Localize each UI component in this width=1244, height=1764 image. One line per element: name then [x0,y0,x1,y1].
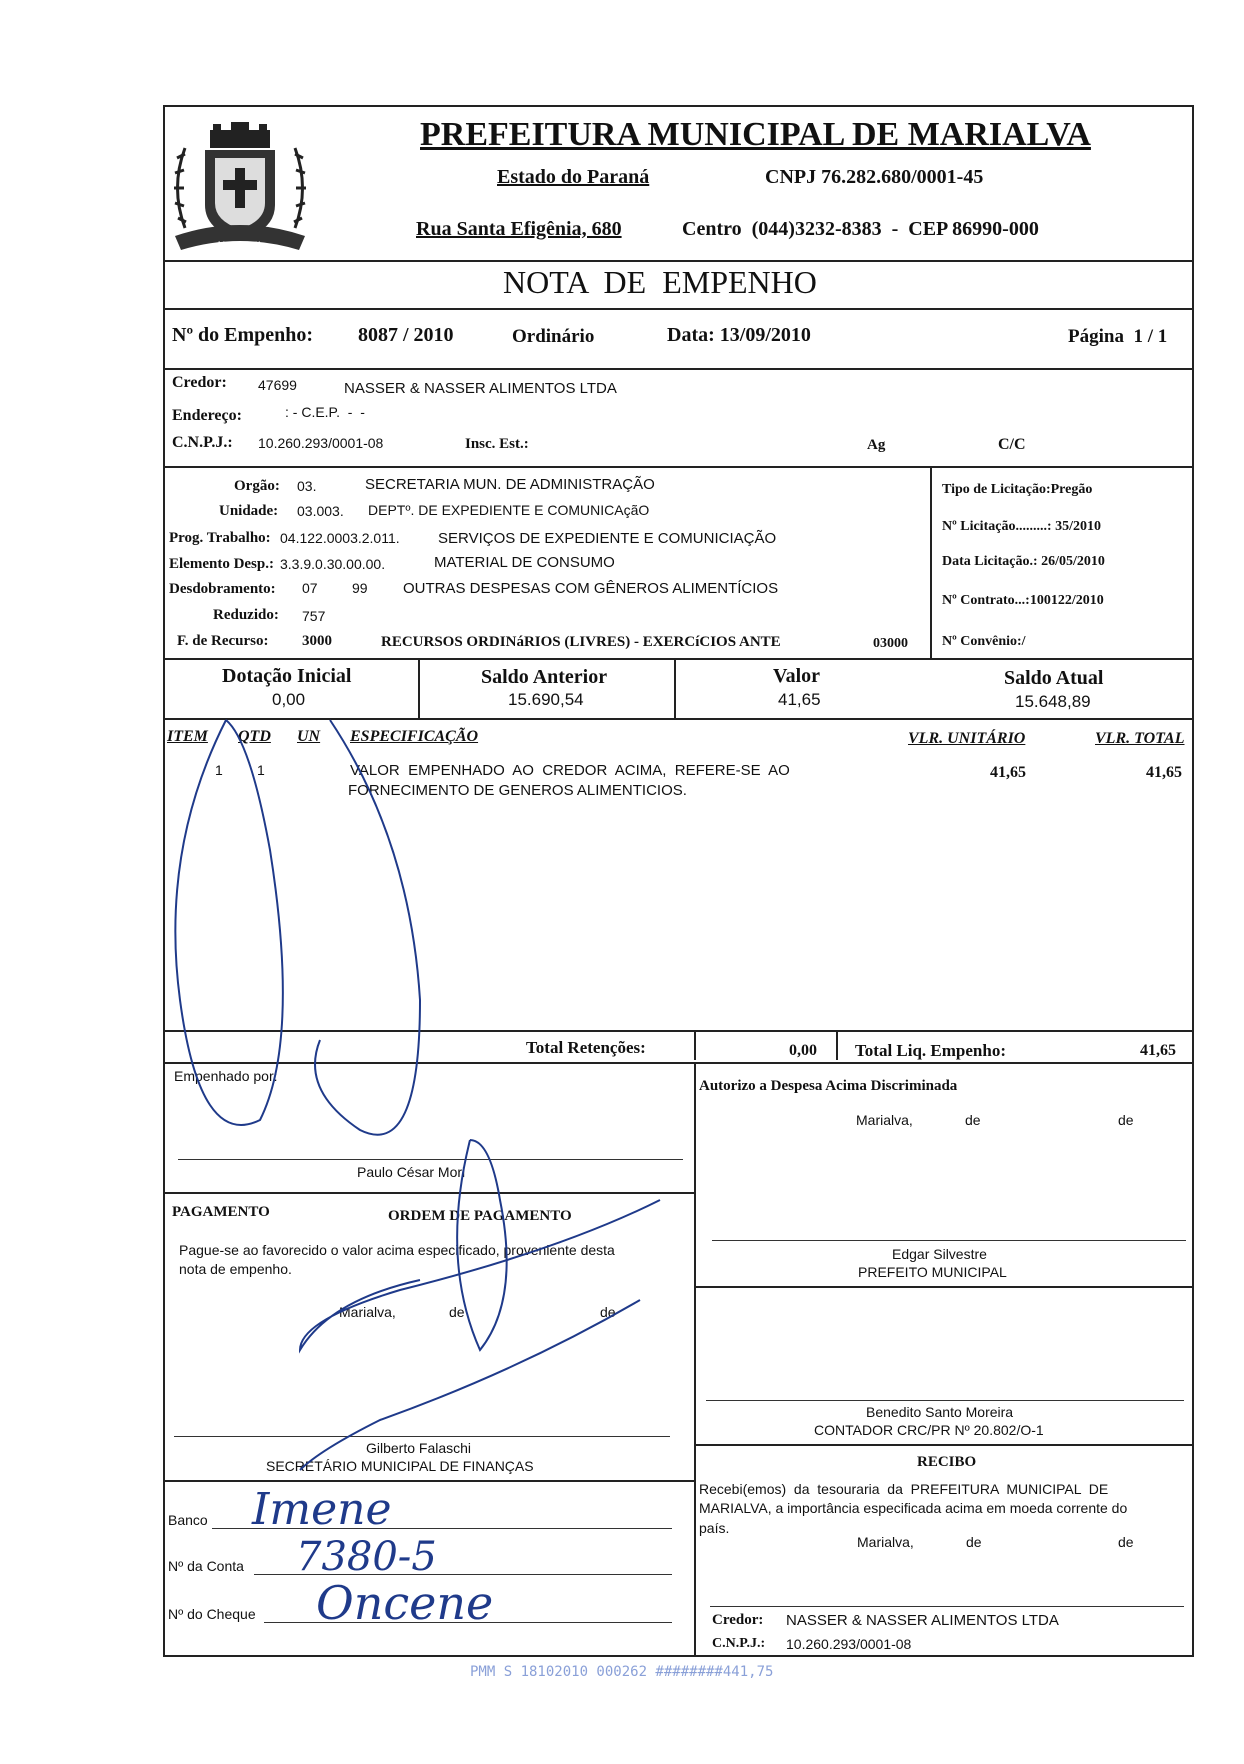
cc-label: C/C [998,436,1026,453]
recibo-label: RECIBO [917,1454,977,1470]
recibo-cnpj-value: 10.260.293/0001-08 [786,1636,912,1652]
saldo-anterior-label: Saldo Anterior [481,666,608,688]
item-unit-value: 41,65 [990,764,1026,781]
credor-label: Credor: [172,374,227,391]
dotacao-value: 0,00 [272,690,306,709]
falaschi-name: Gilberto Falaschi [366,1440,472,1456]
contador-name: Benedito Santo Moreira [866,1404,1014,1420]
prog-code: 04.122.0003.2.011. [280,530,400,546]
banco-label: Banco [168,1512,208,1528]
contact-label: Centro (044)3232-8383 - CEP 86990-000 [682,218,1039,240]
pague-line1: Pague-se ao favorecido o valor acima especificado, proveniente desta [179,1242,615,1258]
recibo-line3: país. [699,1520,730,1536]
de-1: de [965,1112,981,1128]
recibo-line1: Recebi(emos) da tesouraria da PREFEITURA MUNICIPAL DE [699,1481,1109,1497]
footer-stamp: PMM S 18102010 000262 ########441,75 [470,1664,774,1680]
licitacao-data: Data Licitação.: 26/05/2010 [942,554,1105,569]
fonte-code: 3000 [302,633,332,649]
total-liq-value: 41,65 [1140,1042,1176,1059]
item-total-value: 41,65 [1146,764,1182,781]
contador-title: CONTADOR CRC/PR Nº 20.802/O-1 [814,1422,1044,1438]
recibo-cnpj-label: C.N.P.J.: [712,1636,766,1651]
item-spec-line2: FORNECIMENTO DE GENEROS ALIMENTICIOS. [348,782,687,799]
orgao-code: 03. [297,478,317,494]
ag-label: Ag [867,437,886,453]
conta-handwriting: 7380-5 [296,1534,437,1580]
col-especificacao: ESPECIFICAÇÃO [350,728,479,745]
orgao-label: Orgão: [234,478,280,494]
unidade-label: Unidade: [219,503,279,519]
desdobramento-b: 99 [352,580,368,596]
prog-name: SERVIÇOS DE EXPEDIENTE E COMUNICIAÇÃO [438,530,777,547]
empenho-num: 8087 / 2010 [358,324,454,346]
cheque-label: Nº do Cheque [168,1606,256,1622]
item-num: 1 [215,762,223,778]
licitacao-tipo: Tipo de Licitação:Pregão [942,482,1093,497]
contrato-num: Nº Contrato...:100122/2010 [942,593,1104,608]
desdobramento-label: Desdobramento: [169,581,276,597]
insc-label: Insc. Est.: [465,436,529,452]
credor-name: NASSER & NASSER ALIMENTOS LTDA [344,380,617,397]
orgao-name: SECRETARIA MUN. DE ADMINISTRAÇÃO [365,476,655,493]
unidade-name: DEPTº. DE EXPEDIENTE E COMUNICAçãO [368,502,650,518]
prog-label: Prog. Trabalho: [169,530,271,546]
endereco-value: : - C.E.P. - - [285,404,365,420]
page-title: PREFEITURA MUNICIPAL DE MARIALVA [420,116,1091,153]
de-4: de [600,1304,616,1320]
fonte-name: RECURSOS ORDINáRIOS (LIVRES) - EXERCíCIOS ANTE [381,634,781,650]
marialva-date-3: Marialva, [857,1534,914,1550]
conta-label: Nº da Conta [168,1558,244,1574]
cnpj-label: CNPJ 76.282.680/0001-45 [765,166,984,188]
falaschi-title: SECRETÁRIO MUNICIPAL DE FINANÇAS [266,1458,534,1474]
col-item: ITEM [167,728,208,745]
pagamento-label: PAGAMENTO [172,1204,270,1220]
pague-line2: nota de empenho. [179,1261,292,1277]
empenho-num-label: Nº do Empenho: [172,324,314,346]
credor-code: 47699 [258,377,297,393]
cnpj-credor-label: C.N.P.J.: [172,434,233,451]
prefeito-name: Edgar Silvestre [892,1246,987,1262]
cheque-handwriting: Oncene [316,1576,494,1630]
address-label: Rua Santa Efigênia, 680 [416,218,622,240]
reduzido-label: Reduzido: [213,607,279,623]
autorizo-label: Autorizo a Despesa Acima Discriminada [699,1078,958,1094]
doc-title: NOTA DE EMPENHO [503,264,817,300]
item-spec-line1: VALOR EMPENHADO AO CREDOR ACIMA, REFERE-SE AO [350,762,790,779]
unidade-code: 03.003. [297,503,344,519]
valor-value: 41,65 [778,690,821,709]
empenho-type: Ordinário [512,326,595,347]
saldo-atual-label: Saldo Atual [1004,667,1104,689]
ordem-pagamento-label: ORDEM DE PAGAMENTO [388,1208,572,1224]
dotacao-label: Dotação Inicial [222,665,352,687]
marialva-date-1: Marialva, [856,1112,913,1128]
empenho-date: Data: 13/09/2010 [667,324,811,346]
banco-handwriting: Imene [252,1484,392,1535]
total-liq-label: Total Liq. Empenho: [855,1041,1006,1060]
elemento-name: MATERIAL DE CONSUMO [434,554,615,571]
col-vlr-total: VLR. TOTAL [1095,730,1185,747]
saldo-anterior-value: 15.690,54 [508,690,584,709]
page-number: Página 1 / 1 [1068,326,1168,347]
total-retencoes-value: 0,00 [789,1042,817,1059]
de-3: de [449,1304,465,1320]
desdobramento-a: 07 [302,580,318,596]
item-qtd: 1 [257,762,265,778]
state-label: Estado do Paraná [497,166,650,188]
mori-name: Paulo César Mori [357,1164,466,1180]
prefeito-title: PREFEITO MUNICIPAL [858,1264,1007,1280]
marialva-date-2: Marialva, [339,1304,396,1320]
recibo-credor-label: Credor: [712,1612,764,1628]
col-un: UN [297,728,321,745]
valor-label: Valor [773,665,821,687]
col-vlr-unitario: VLR. UNITÁRIO [908,730,1026,747]
saldo-atual-value: 15.648,89 [1015,692,1091,711]
elemento-code: 3.3.9.0.30.00.00. [280,556,386,572]
recibo-credor-name: NASSER & NASSER ALIMENTOS LTDA [786,1612,1059,1629]
de-2: de [1118,1112,1134,1128]
de-5: de [966,1534,982,1550]
reduzido-value: 757 [302,608,326,624]
col-qtd: QTD [238,728,271,745]
desdobramento-name: OUTRAS DESPESAS COM GÊNEROS ALIMENTÍCIOS [403,580,779,597]
fonte-label: F. de Recurso: [177,633,269,649]
fonte-code2: 03000 [873,636,908,651]
cnpj-credor-value: 10.260.293/0001-08 [258,435,384,451]
empenhado-por-label: Empenhado por: [174,1068,278,1084]
licitacao-num: Nº Licitação.........: 35/2010 [942,519,1101,534]
endereco-label: Endereço: [172,407,242,424]
convenio-num: Nº Convênio:/ [942,634,1026,649]
svg-text:MARIALVA: MARIALVA [217,241,263,251]
total-retencoes-label: Total Retenções: [526,1038,646,1057]
de-6: de [1118,1534,1134,1550]
recibo-line2: MARIALVA, a importância especificada acima em moeda corrente do [699,1500,1128,1516]
elemento-label: Elemento Desp.: [169,556,274,572]
